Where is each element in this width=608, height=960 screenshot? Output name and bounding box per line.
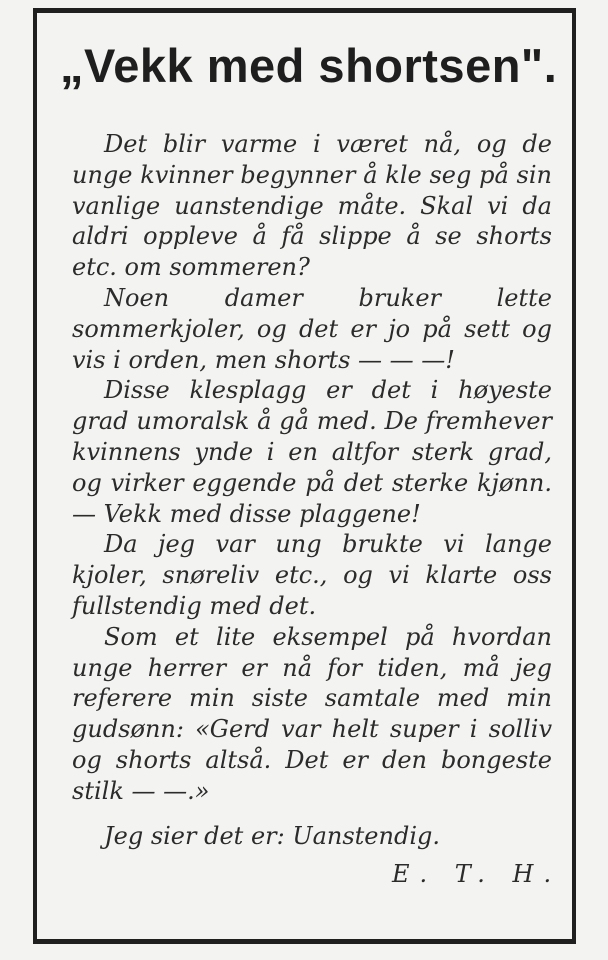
article-paragraph: Disse klesplagg er det i høyeste grad umoralsk å gå med. De fremhever kvinnens ynde i en altfor sterk grad, og virker eggende på det sterke kjønn. — Vekk med disse plaggene!: [72, 376, 552, 528]
article-signature: E. T. H.: [392, 860, 562, 889]
article-paragraph: Da jeg var ung brukte vi lange kjoler, snøreliv etc., og vi klarte oss fullstendig med det.: [72, 530, 552, 620]
article-paragraph: Noen damer bruker lette sommerkjoler, og det er jo på sett og vis i orden, men shorts — — —!: [72, 283, 552, 374]
article-headline: „Vekk med shortsen".: [60, 39, 558, 92]
article-closing-line: Jeg sier det er: Uanstendig.: [104, 821, 440, 850]
article-body: [72, 129, 562, 890]
article-paragraph: Det blir varme i været nå, og de unge kvinner begynner å kle seg på sin vanlige uanstendige måte. Skal vi da aldri oppleve å få slippe å se shorts etc. om sommeren?: [72, 130, 552, 282]
article-paragraph: Som et lite eksempel på hvordan unge herrer er nå for tiden, må jeg referere min siste samtale med min gudsønn: «Gerd var helt super i solliv og shorts altså. Det er den bongeste stilk — —.»: [72, 622, 552, 805]
